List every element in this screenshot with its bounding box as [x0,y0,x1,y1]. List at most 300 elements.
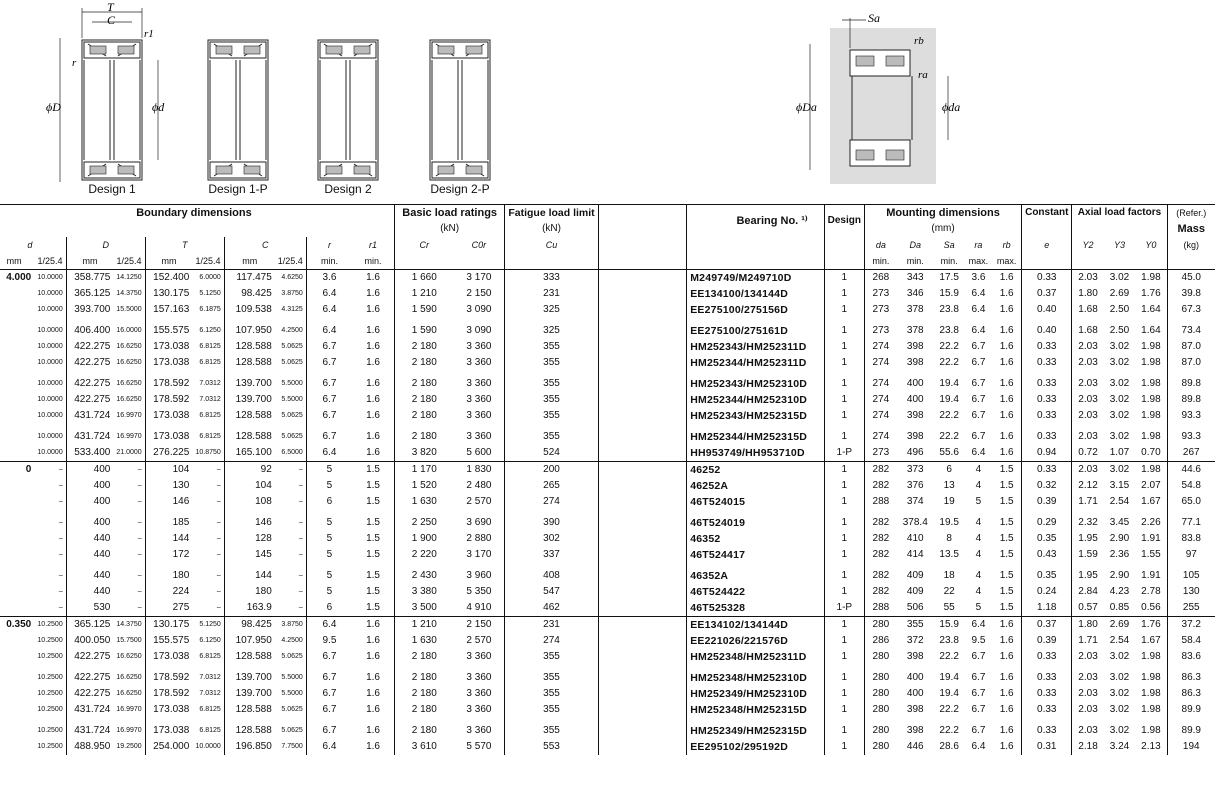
cell-Di: 16.9970 [116,412,142,419]
cell-r1: 1.6 [366,272,380,283]
cell-da: 274 [864,408,896,424]
cell-Y3: 2.54 [1109,496,1130,507]
cell-des: 1 [824,376,864,392]
Da-label: ϕDa [796,100,817,114]
table-row [0,323,1215,339]
cell-e: 0.33 [1022,702,1072,718]
cell-Di: – [137,498,142,505]
cell-Y2: 2.03 [1072,723,1104,739]
bearing-drawings [0,0,1221,202]
cell-des: 1 [824,339,864,355]
cell-Y2: 1.68 [1072,302,1104,318]
cell-des: 1 [824,584,864,600]
cell-Di: 21.0000 [116,449,142,456]
mounting-drawing [810,18,948,184]
cell-Ti: 5.1250 [199,290,221,297]
cell-Y3: 3.02 [1109,410,1130,421]
cell-Ci: 5.0625 [281,343,303,350]
cell-T: 173.038 [145,702,192,718]
cell-C: 128.588 [224,408,275,424]
cell-des: 1 [824,686,864,702]
cell-des: 1 [824,408,864,424]
cell-Ti: 6.8125 [199,727,221,734]
cell-Sa: 8 [946,533,952,544]
unit-min-da: min. [864,253,896,270]
cell-Cr: 2 180 [394,670,453,686]
cell-Sa: 15.9 [939,288,959,299]
cell-T: 130.175 [145,617,192,634]
cell-Sa: 19.4 [939,688,959,699]
cell-rb: 1.6 [999,651,1014,662]
cell-m: 93.3 [1167,408,1215,424]
cell-Y0: 1.91 [1141,533,1161,544]
table-row [0,478,1215,494]
cell-C0r: 5 570 [466,741,492,752]
cell-m: 65.0 [1167,494,1215,510]
cell-rb: 1.6 [999,341,1014,352]
table-row [0,302,1215,318]
cell-e: 0.39 [1022,494,1072,510]
cell-da: 280 [864,702,896,718]
cell-D: 358.775 [66,270,113,287]
table-row [0,633,1215,649]
cell-Y3: 3.02 [1109,725,1130,736]
cell-T: 104 [145,462,192,479]
cell-d [0,392,34,408]
cell-Da: 343 [906,272,924,283]
cell-Y2: 1.95 [1072,568,1104,584]
cell-des: 1 [824,617,864,634]
table-row [0,408,1215,424]
cell-Da: 378.4 [902,517,928,528]
cell-Ti: 6.8125 [199,343,221,350]
cell-C: 98.425 [224,286,275,302]
cell-ra: 5 [975,602,982,613]
sym-r: r [306,237,352,253]
cell-d: 4.000 [6,272,32,283]
cell-ra: 6.7 [971,725,986,736]
cell-Sa: 19.5 [939,517,959,528]
cell-des: 1 [824,670,864,686]
cell-D: 431.724 [66,408,113,424]
cell-Sa: 15.9 [934,617,965,634]
cell-Y2: 1.71 [1072,494,1104,510]
C-label: C [107,13,116,27]
cell-des: 1 [824,270,864,287]
cell-Y3: 3.02 [1109,272,1130,283]
cell-T: 178.592 [145,686,192,702]
cell-Y3: 3.02 [1104,462,1136,479]
cell-C0r: 3 090 [466,325,492,336]
cell-Cu: 302 [505,531,598,547]
cell-r: 5 [306,568,352,584]
cell-bn: HM252349/HM252310D [687,686,824,702]
unit-min-r1: min. [364,256,382,266]
cell-ra: 4 [975,586,982,597]
cell-bn: HM252343/HM252311D [687,339,824,355]
cell-Y0: 0.56 [1141,602,1161,613]
cell-d [0,478,34,494]
cell-Ti: 6.8125 [199,433,221,440]
cell-D: 422.275 [66,339,113,355]
cell-ra: 6.7 [971,704,986,715]
cell-ra: 6.4 [971,325,986,336]
cell-r1: 1.6 [366,410,380,421]
cell-r1: 1.5 [352,462,394,479]
cell-Y0: 1.98 [1141,688,1161,699]
cell-rb: 1.5 [992,462,1021,479]
cell-d [0,649,34,665]
cell-da: 280 [864,670,896,686]
cell-C0r: 3 360 [466,378,492,389]
cell-di: 10.2500 [34,617,66,634]
cell-Cr: 1 630 [394,494,453,510]
cell-Y3: 2.69 [1109,288,1130,299]
cell-ra: 6.4 [971,304,986,315]
cell-Cu: 553 [505,739,598,755]
r1-label: r1 [144,28,154,40]
cell-Y2: 2.12 [1072,478,1104,494]
cell-Y2: 2.18 [1072,739,1104,755]
cell-Cr: 2 180 [394,408,453,424]
cell-m: 37.2 [1167,617,1215,634]
sym-Cr: Cr [394,237,453,253]
cell-m: 87.0 [1167,339,1215,355]
cell-des: 1 [824,568,864,584]
cell-Y0: 1.91 [1141,570,1161,581]
cell-T: 275 [145,600,192,617]
cell-C0r: 3 360 [466,341,492,352]
cell-di: – [34,462,66,479]
cell-Y2: 2.03 [1072,429,1104,445]
table-row [0,392,1215,408]
cell-rb: 1.6 [999,725,1014,736]
unit-mm-d: mm [6,256,22,266]
cell-d [0,376,34,392]
cell-C0r: 3 360 [466,394,492,405]
cell-D: 431.724 [66,702,113,718]
cell-ra: 6.4 [971,741,986,752]
cell-r: 5 [306,478,352,494]
cell-Da: 398 [906,704,924,715]
cell-C: 128 [224,531,275,547]
cell-Y2: 0.57 [1072,600,1104,617]
cell-rb: 1.5 [999,480,1014,491]
cell-D: 393.700 [66,302,113,318]
cell-Cr: 2 220 [394,547,453,563]
cell-C0r: 2 150 [454,617,505,634]
cell-ra: 6.7 [971,410,986,421]
cell-T: 224 [145,584,192,600]
cell-C0r: 2 480 [466,480,492,491]
design-1p-drawing [208,40,268,180]
cell-Ci: 5.0625 [281,653,303,660]
cell-da: 282 [864,515,896,531]
cell-r1: 1.6 [366,704,380,715]
cell-C: 128.588 [224,429,275,445]
cell-Ci: 7.7500 [281,743,303,750]
cell-da: 280 [864,617,896,634]
cell-des: 1 [824,649,864,665]
sym-Sa: Sa [943,240,955,250]
cell-Y3: 2.90 [1109,570,1130,581]
cell-bn: 46T524422 [687,584,824,600]
cell-Cr: 3 500 [394,600,453,617]
hdr-design: Design [824,205,864,238]
hdr-refer: (Refer.) [1167,205,1215,222]
cell-Da: 355 [897,617,934,634]
cell-e: 0.35 [1022,531,1072,547]
cell-m: 267 [1167,445,1215,462]
design-label-2p: Design 2-P [430,182,490,196]
cell-Da: 398 [906,725,924,736]
cell-bn: 46252A [687,478,824,494]
cell-rb: 1.5 [999,570,1014,581]
cell-D: 422.275 [66,392,113,408]
cell-C: 108 [224,494,275,510]
cell-Ci: – [298,498,303,505]
cell-ra: 6.4 [965,617,993,634]
cell-e: 0.33 [1022,392,1072,408]
cell-e: 0.37 [1022,286,1072,302]
cell-Cr: 2 180 [394,649,453,665]
cell-T: 144 [145,531,192,547]
design-label-2: Design 2 [324,182,372,196]
cell-Ci: – [298,535,303,542]
cell-Y0: 1.98 [1141,704,1161,715]
cell-Da: 410 [906,533,924,544]
cell-T: 155.575 [145,633,192,649]
cell-bn: 46T524417 [687,547,824,563]
cell-Da: 409 [906,570,924,581]
cell-r: 6.7 [306,670,352,686]
cell-Y0: 1.98 [1141,378,1161,389]
cell-Di: 16.6250 [116,343,142,350]
cell-r1: 1.6 [366,378,380,389]
hdr-basic-unit: (kN) [394,221,504,237]
cell-Cr: 2 180 [394,686,453,702]
cell-Y0: 1.98 [1141,431,1161,442]
cell-rb: 1.6 [999,447,1014,458]
cell-e: 0.35 [1022,568,1072,584]
cell-m: 97 [1167,547,1215,563]
cell-Y3: 3.02 [1109,431,1130,442]
spec-table-body [0,270,1215,756]
cell-Cu: 231 [505,286,598,302]
sym-T: T [145,237,224,253]
cell-C0r: 1 830 [454,462,505,479]
cell-ra: 3.6 [971,272,986,283]
cell-Ci: 5.0625 [281,359,303,366]
cell-C: 128.588 [224,649,275,665]
cell-r: 6.7 [306,649,352,665]
cell-ra: 6.7 [971,431,986,442]
cell-Y3: 2.50 [1109,304,1130,315]
table-row [0,376,1215,392]
cell-Sa: 18 [943,570,955,581]
cell-m: 54.8 [1167,478,1215,494]
cell-Y0: 0.70 [1141,447,1161,458]
cell-di: – [58,551,63,558]
cell-Cr: 2 180 [394,392,453,408]
cell-Y2: 2.03 [1072,376,1104,392]
cell-C: 128.588 [224,339,275,355]
cell-C0r: 3 170 [466,549,492,560]
cell-r: 6.4 [306,445,352,462]
cell-bn: EE275100/275156D [687,302,824,318]
sym-Y2: Y2 [1072,237,1104,253]
cell-d [0,445,34,462]
cell-rb: 1.6 [999,325,1014,336]
cell-Cr: 3 380 [394,584,453,600]
cell-da: 274 [864,355,896,371]
table-row [0,515,1215,531]
cell-rb: 1.5 [999,533,1014,544]
cell-Sa: 22.2 [939,341,959,352]
cell-des: 1 [824,723,864,739]
cell-Ci: – [298,572,303,579]
cell-C: 128.588 [224,355,275,371]
cell-r: 5 [306,531,352,547]
cell-Y0: 1.55 [1141,549,1161,560]
sym-d: d [27,240,33,250]
cell-Ci: 5.5000 [281,690,303,697]
cell-Ti: 6.0000 [199,274,221,281]
cell-Di: – [137,519,142,526]
hdr-fatigue-unit: (kN) [505,221,598,237]
cell-di: 10.2500 [37,674,63,681]
cell-r1: 1.6 [366,431,380,442]
cell-da: 280 [864,739,896,755]
cell-ra: 4 [975,549,982,560]
cell-Y0: 1.98 [1141,410,1161,421]
cell-r1: 1.6 [366,725,380,736]
unit-max-ra: max. [968,256,989,266]
cell-ra: 6.7 [971,341,986,352]
cell-des: 1 [824,702,864,718]
cell-r1: 1.6 [366,447,380,458]
cell-di: 10.2500 [37,743,63,750]
cell-r1: 1.6 [366,341,380,352]
cell-r: 9.5 [306,633,352,649]
cell-Y2: 2.03 [1072,408,1104,424]
cell-di: 10.0000 [37,306,63,313]
cell-T: 172 [145,547,192,563]
cell-C: 139.700 [224,686,275,702]
unit-mm-D: mm [66,253,113,270]
T-label: T [107,0,114,14]
cell-D: 400.050 [66,633,113,649]
unit-mm-C: mm [224,253,275,270]
cell-Cu: 355 [505,649,598,665]
cell-ra: 6.7 [971,651,986,662]
ra-label: ra [918,69,928,81]
cell-Y3: 3.02 [1109,651,1130,662]
cell-D: 422.275 [66,376,113,392]
cell-Ti: 6.8125 [199,706,221,713]
cell-da: 274 [864,376,896,392]
cell-e: 0.33 [1022,270,1072,287]
cell-Cu: 462 [505,600,598,617]
cell-m: 86.3 [1167,670,1215,686]
cell-di: – [58,519,63,526]
cell-rb: 1.6 [992,617,1021,634]
cell-T: 178.592 [145,392,192,408]
cell-d [0,429,34,445]
cell-Da: 398 [906,410,924,421]
cell-T: 254.000 [145,739,192,755]
cell-ra: 6.7 [971,378,986,389]
cell-e: 0.32 [1022,478,1072,494]
cell-D: 400 [66,494,113,510]
cell-Y0: 2.13 [1141,741,1161,752]
table-row [0,723,1215,739]
cell-C0r: 3 360 [466,431,492,442]
cell-bn: EE275100/275161D [687,323,824,339]
cell-Y3: 3.02 [1109,341,1130,352]
sym-Cu: Cu [505,237,598,253]
cell-r: 6 [306,494,352,510]
cell-da: 282 [864,531,896,547]
cell-Cr: 1 210 [394,286,453,302]
cell-d [0,515,34,531]
cell-di: 10.0000 [37,327,63,334]
cell-rb: 1.6 [999,288,1014,299]
cell-C: 128.588 [224,723,275,739]
unit-inch-C: 1/25.4 [277,256,303,266]
cell-bn: HM252344/HM252310D [687,392,824,408]
cell-bn: EE134100/134144D [687,286,824,302]
cell-e: 0.33 [1022,408,1072,424]
cell-d [0,600,34,617]
cell-Y3: 0.85 [1109,602,1130,613]
cell-r1: 1.5 [366,602,380,613]
cell-C0r: 3 360 [466,672,492,683]
cell-e: 0.33 [1022,723,1072,739]
cell-Y2: 2.03 [1072,392,1104,408]
cell-d [0,302,34,318]
cell-Y2: 2.32 [1072,515,1104,531]
cell-da: 280 [864,723,896,739]
cell-T: 178.592 [145,670,192,686]
cell-e: 0.40 [1022,323,1072,339]
cell-ra: 6.7 [971,394,986,405]
cell-Cr: 2 180 [394,376,453,392]
cell-T: 173.038 [145,649,192,665]
cell-rb: 1.5 [999,496,1014,507]
cell-Sa: 13 [943,480,955,491]
cell-Y2: 2.03 [1072,355,1104,371]
cell-Cr: 1 630 [394,633,453,649]
sym-C: C [224,237,306,253]
cell-Cu: 333 [505,270,598,287]
cell-Di: 16.6250 [116,653,142,660]
cell-r1: 1.6 [366,672,380,683]
cell-da: 273 [864,302,896,318]
cell-da: 274 [864,392,896,408]
cell-Sa: 22.2 [939,704,959,715]
table-row [0,686,1215,702]
cell-d: 0.350 [0,617,34,634]
cell-di: 10.2500 [37,727,63,734]
cell-rb: 1.5 [999,517,1014,528]
table-row [0,584,1215,600]
cell-da: 282 [864,462,896,479]
cell-di: – [58,572,63,579]
cell-di: 10.0000 [37,343,63,350]
cell-Sa: 55.6 [939,447,959,458]
cell-Y0: 1.98 [1141,725,1161,736]
